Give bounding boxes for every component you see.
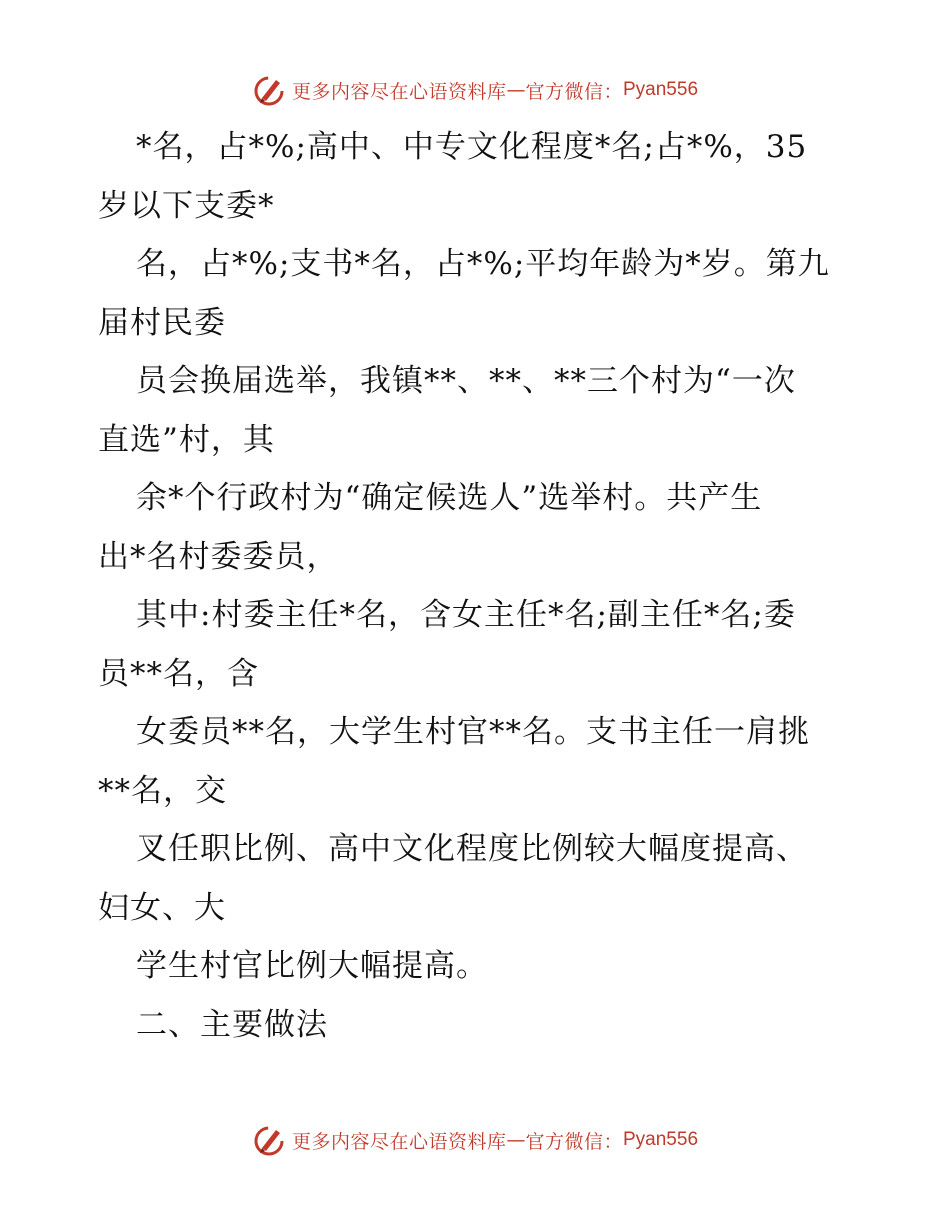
document-body (98, 118, 858, 1054)
banner-account-label: 官方微信： (525, 80, 623, 103)
banner-text: 更多内容尽在心语资料库 (291, 1130, 507, 1153)
text-line: 其中:村委主任*名，含女主任*名;副主任*名;委 (136, 597, 796, 633)
text-line: 学生村官比例大幅提高。 (136, 948, 488, 984)
text-line: *名，占*%;高中、中专文化程度*名;占*%，35 (136, 129, 808, 165)
text-line: 直选”村，其 (98, 421, 275, 458)
text-line: 员会换届选举，我镇**、**、**三个村为“一次 (136, 363, 796, 399)
banner-account-id: Pyan556 (623, 1129, 699, 1150)
text-line: **名，交 (98, 772, 227, 809)
text-line: 名，占*%;支书*名，占*%;平均年龄为*岁。第九 (136, 246, 830, 282)
banner-separator: — (506, 79, 526, 101)
banner-account-id: Pyan556 (623, 79, 699, 100)
banner-text: 更多内容尽在心语资料库 (291, 80, 507, 103)
text-line: 女委员**名，大学生村官**名。支书主任一肩挑 (136, 714, 810, 750)
banner-account-label: 官方微信： (525, 1130, 623, 1153)
header-watermark (0, 70, 950, 110)
section-heading: 二、主要做法 (136, 1006, 328, 1043)
footer-watermark (0, 1120, 950, 1160)
text-line: 余*个行政村为“确定候选人”选举村。共产生 (136, 480, 763, 516)
pen-logo-icon (252, 1122, 288, 1158)
text-line: 叉任职比例、高中文化程度比例较大幅度提高、 (136, 831, 808, 867)
text-line: 届村民委 (98, 304, 226, 341)
text-line: 妇女、大 (98, 889, 226, 926)
text-line: 出*名村委委员， (98, 538, 339, 575)
text-line: 员**名，含 (98, 655, 259, 692)
text-line: 岁以下支委* (98, 187, 275, 224)
banner-separator: — (506, 1129, 526, 1151)
pen-logo-icon (252, 72, 288, 108)
